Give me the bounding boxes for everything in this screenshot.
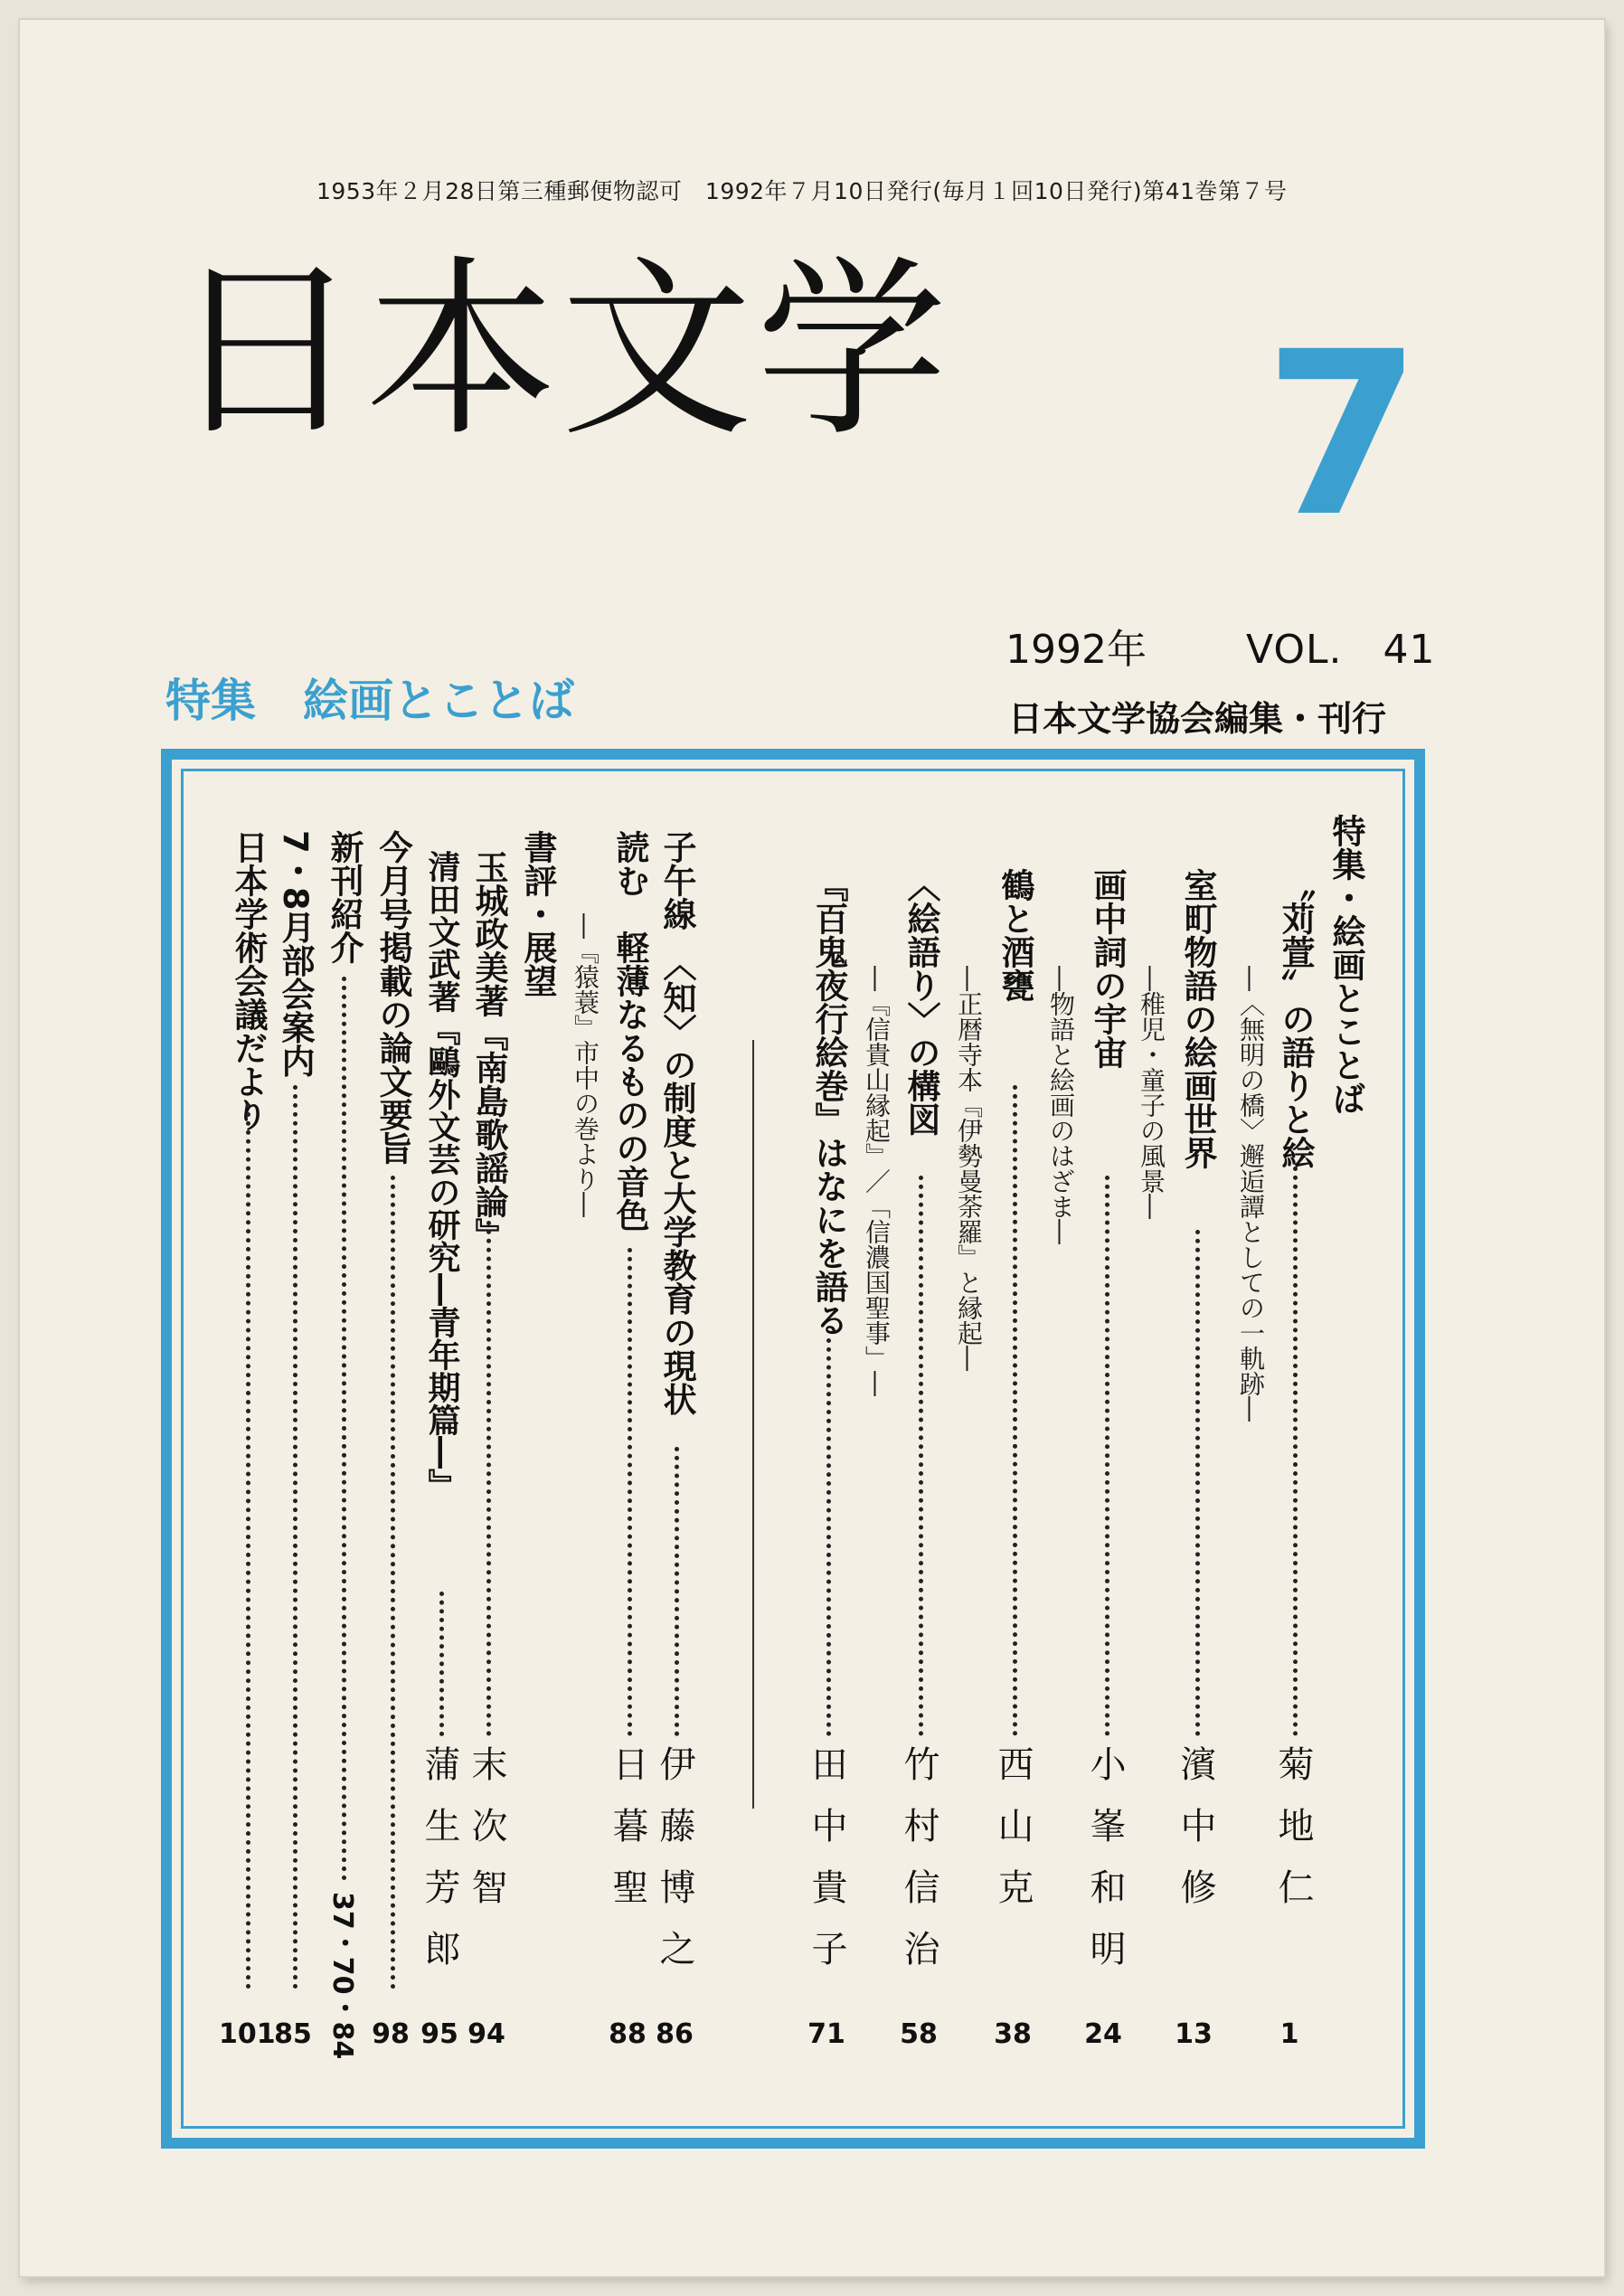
toc-entry-author: 竹村信治 bbox=[898, 1745, 939, 1991]
toc-entry-author: 濱中修 bbox=[1175, 1745, 1216, 1930]
toc-entry-page: 88 bbox=[609, 2018, 647, 2050]
toc-entry-page: 37・70・84 bbox=[326, 1892, 358, 2060]
toc-leader-dots bbox=[628, 1248, 632, 1736]
toc-entry-author: 西山克 bbox=[992, 1745, 1034, 1930]
toc-entry-author: 伊藤博之 bbox=[654, 1745, 695, 1991]
toc-entry-author: 日暮聖 bbox=[607, 1745, 648, 1930]
toc-entry-page: 71 bbox=[807, 2018, 845, 2050]
toc-entry-title: 室町物語の絵画世界 bbox=[1178, 868, 1217, 1169]
toc-entry-title: 〈絵語り〉の構図 bbox=[902, 868, 940, 1136]
volume-label: VOL. 41 bbox=[1246, 627, 1436, 673]
toc-entry-author: 小峯和明 bbox=[1084, 1745, 1126, 1991]
toc-entry-page: 85 bbox=[274, 2018, 312, 2050]
toc-entry-title: 〝苅萱〟の語りと絵 bbox=[1276, 868, 1315, 1169]
toc-entry-page: 86 bbox=[656, 2018, 694, 2050]
toc-entry-author: 菊地仁 bbox=[1272, 1745, 1314, 1930]
toc-leader-dots bbox=[675, 1447, 679, 1736]
toc-entry-title: 新刊紹介 bbox=[325, 830, 364, 964]
toc-entry-title: 鶴と酒甕 bbox=[996, 868, 1034, 1002]
toc-entry-author: 末次智 bbox=[466, 1745, 507, 1930]
toc-leader-dots bbox=[1013, 1085, 1017, 1736]
toc-leader-dots bbox=[293, 1085, 297, 1989]
postal-notice: 1953年２月28日第三種郵便物認可 1992年７月10日発行(毎月１回10日発行)第41巻第７号 bbox=[316, 178, 1288, 204]
toc-entry-title: 読む 軽薄なるものの音色 bbox=[610, 830, 649, 1232]
issue-year: 1992年 bbox=[1006, 627, 1147, 673]
toc-leader-dots bbox=[486, 1221, 491, 1736]
toc-entry-author: 田中貴子 bbox=[806, 1745, 847, 1991]
toc-section-heading: 書評・展望 bbox=[518, 830, 557, 997]
feature-title: 絵画とことば bbox=[303, 675, 574, 727]
toc-entry-page: 95 bbox=[420, 2018, 458, 2050]
toc-entry-page: 24 bbox=[1084, 2018, 1122, 2050]
toc-entry-page: 13 bbox=[1175, 2018, 1213, 2050]
toc-entry-subtitle: ―稚児・童子の風景― bbox=[1137, 966, 1166, 1219]
toc-entry-subtitle: ―『信貴山縁起』／「信濃国聖事」― bbox=[862, 966, 892, 1396]
toc-leader-dots bbox=[1195, 1230, 1200, 1736]
toc-leader-dots bbox=[1293, 1167, 1298, 1736]
toc-entry-title: 『百鬼夜行絵巻』はなにを語る bbox=[809, 868, 848, 1337]
toc-leader-dots bbox=[439, 1592, 444, 1736]
toc-entry-page: 98 bbox=[372, 2018, 410, 2050]
toc-entry-page: 58 bbox=[900, 2018, 938, 2050]
toc-entry-title: 玉城政美著『南島歌謡論』 bbox=[469, 850, 508, 1252]
toc-leader-dots bbox=[919, 1176, 923, 1736]
toc-heading: 特集・絵画とことば bbox=[1327, 814, 1365, 1115]
toc-leader-dots bbox=[246, 1103, 250, 1989]
feature-banner bbox=[165, 665, 574, 730]
toc-entry-page: 101 bbox=[219, 2018, 276, 2050]
section-divider bbox=[752, 1040, 754, 1809]
issue-number: 7 bbox=[1264, 303, 1421, 566]
toc-entry-author: 蒲生芳郎 bbox=[419, 1745, 460, 1991]
toc-leader-dots bbox=[826, 1338, 831, 1736]
toc-entry-page: 94 bbox=[467, 2018, 505, 2050]
publisher: 日本文学協会編集・刊行 bbox=[1008, 699, 1387, 739]
toc-leader-dots bbox=[342, 977, 346, 1881]
toc-entry-subtitle: ―物語と絵画のはざま― bbox=[1046, 966, 1076, 1244]
toc-entry-title: 清田文武著『鷗外文芸の研究―青年期篇―』 bbox=[423, 850, 460, 1501]
feature-label: 特集 bbox=[165, 675, 256, 727]
magazine-title: 日本文学 bbox=[170, 239, 951, 462]
toc-leader-dots bbox=[1105, 1176, 1109, 1736]
toc-entry-subtitle: ―『猿蓑』市中の巻より― bbox=[571, 913, 600, 1217]
toc-entry-title: 日本学術会議だより bbox=[229, 830, 268, 1131]
toc-entry-page: 1 bbox=[1279, 2018, 1299, 2050]
toc-entry-subtitle: ―正暦寺本『伊勢曼荼羅』と縁起― bbox=[954, 966, 984, 1371]
toc-entry-subtitle: ―〈無明の橋〉邂逅譚としての一軌跡― bbox=[1236, 966, 1266, 1422]
toc-entry-title: 画中詞の宇宙 bbox=[1088, 868, 1127, 1069]
toc-entry-page: 38 bbox=[994, 2018, 1032, 2050]
toc-entry-title: 7・8月部会案内 bbox=[276, 830, 315, 1078]
toc-entry-title: 子午線 〈知〉の制度と大学教育の現状 bbox=[657, 830, 696, 1416]
toc-entry-title: 今月号掲載の論文要旨 bbox=[373, 830, 412, 1165]
toc-leader-dots bbox=[391, 1176, 395, 1989]
